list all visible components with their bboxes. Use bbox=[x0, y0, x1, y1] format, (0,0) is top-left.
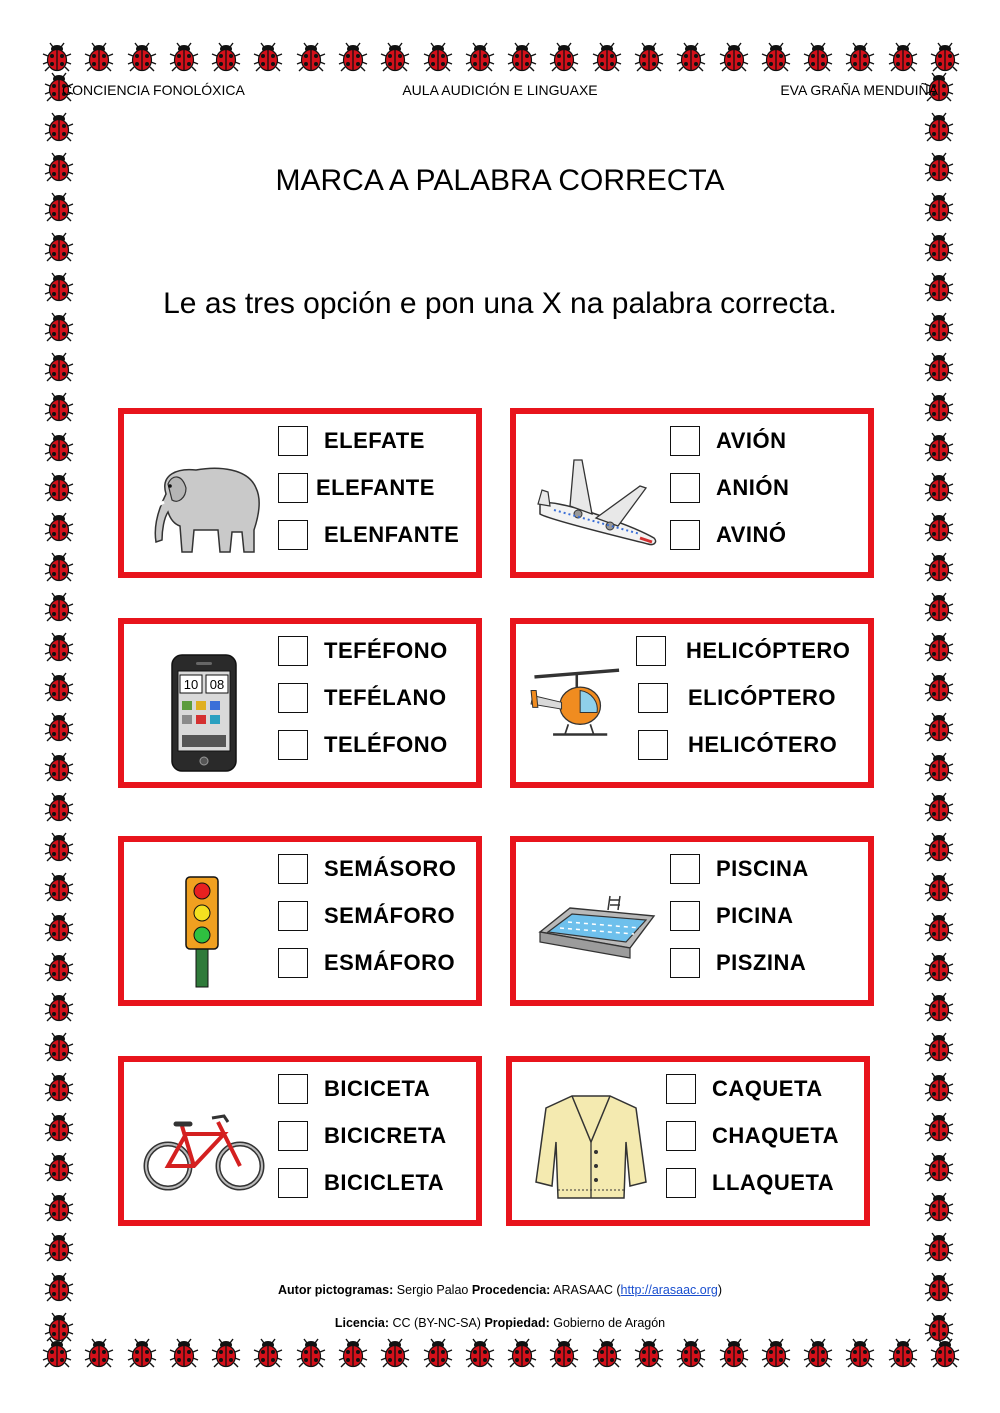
answer-checkbox[interactable] bbox=[670, 473, 700, 503]
ladybug-icon bbox=[42, 1338, 72, 1368]
ladybug-icon bbox=[44, 672, 74, 702]
ladybug-icon bbox=[44, 872, 74, 902]
ladybug-icon bbox=[924, 552, 954, 582]
answer-checkbox[interactable] bbox=[278, 730, 308, 760]
phone-screen-hours: 10 bbox=[183, 677, 199, 692]
ladybug-icon bbox=[380, 1338, 410, 1368]
ladybug-icon bbox=[924, 752, 954, 782]
ladybug-icon bbox=[888, 1338, 918, 1368]
ladybug-icon bbox=[44, 792, 74, 822]
ladybug-icon bbox=[44, 432, 74, 462]
option-word: SEMÁSORO bbox=[324, 856, 457, 881]
license-label: Licencia: bbox=[334, 1316, 390, 1330]
ladybug-icon bbox=[296, 42, 326, 72]
ladybug-icon bbox=[169, 42, 199, 72]
ladybug-icon bbox=[930, 42, 960, 72]
option-row bbox=[670, 518, 787, 552]
option-word: CHAQUETA bbox=[712, 1123, 840, 1148]
ladybug-icon bbox=[924, 1232, 954, 1262]
ladybug-icon bbox=[676, 42, 706, 72]
option-row bbox=[278, 518, 459, 552]
helicopter-icon bbox=[526, 644, 636, 764]
answer-checkbox[interactable] bbox=[278, 901, 308, 931]
ladybug-icon bbox=[84, 1338, 114, 1368]
option-word: PISCINA bbox=[716, 856, 809, 881]
ladybug-icon bbox=[127, 1338, 157, 1368]
ladybug-icon bbox=[44, 912, 74, 942]
ladybug-icon bbox=[924, 632, 954, 662]
option-word: BICICETA bbox=[324, 1076, 431, 1101]
option-word: PISZINA bbox=[716, 950, 807, 975]
ladybug-icon bbox=[803, 1338, 833, 1368]
ladybug-icon bbox=[924, 112, 954, 142]
option-row bbox=[278, 899, 455, 933]
ladybug-icon bbox=[211, 42, 241, 72]
answer-checkbox[interactable] bbox=[670, 901, 700, 931]
ladybug-icon bbox=[44, 952, 74, 982]
page-title: MARCA A PALABRA CORRECTA bbox=[275, 164, 725, 197]
ladybug-icon bbox=[44, 472, 74, 502]
ladybug-icon bbox=[924, 832, 954, 862]
answer-checkbox[interactable] bbox=[278, 636, 308, 666]
ladybug-icon bbox=[44, 512, 74, 542]
option-row bbox=[278, 852, 456, 886]
ladybug-icon bbox=[924, 1032, 954, 1062]
card-elephant bbox=[118, 408, 482, 578]
license-value: CC (BY-NC-SA) bbox=[392, 1316, 481, 1330]
ladybug-icon bbox=[761, 42, 791, 72]
ladybug-icon bbox=[44, 1072, 74, 1102]
answer-checkbox[interactable] bbox=[278, 948, 308, 978]
source-label: Procedencia: bbox=[471, 1283, 551, 1297]
bicycle-icon bbox=[138, 1082, 268, 1202]
header-author: EVA GRAÑA MENDUIÑA bbox=[780, 82, 938, 98]
option-row bbox=[278, 634, 448, 668]
answer-checkbox[interactable] bbox=[638, 683, 668, 713]
ladybug-icon bbox=[549, 1338, 579, 1368]
option-word: HELICÓTERO bbox=[688, 732, 838, 757]
option-word: BICICRETA bbox=[324, 1123, 447, 1148]
answer-checkbox[interactable] bbox=[278, 473, 308, 503]
ladybug-icon bbox=[924, 232, 954, 262]
ladybug-icon bbox=[924, 352, 954, 382]
ladybug-icon bbox=[338, 42, 368, 72]
ladybug-icon bbox=[253, 42, 283, 72]
ladybug-icon bbox=[676, 1338, 706, 1368]
ladybug-icon bbox=[719, 42, 749, 72]
ladybug-icon bbox=[803, 42, 833, 72]
answer-checkbox[interactable] bbox=[278, 854, 308, 884]
ladybug-icon bbox=[465, 42, 495, 72]
owner-value: Gobierno de Aragón bbox=[553, 1316, 666, 1330]
ladybug-icon bbox=[169, 1338, 199, 1368]
ladybug-icon bbox=[211, 1338, 241, 1368]
instruction-text: Le as tres opción e pon una X na palabra correcta. bbox=[163, 287, 837, 320]
swimming-pool-icon bbox=[530, 862, 660, 982]
ladybug-icon bbox=[42, 42, 72, 72]
card-helicopter bbox=[510, 618, 874, 788]
ladybug-icon bbox=[924, 592, 954, 622]
ladybug-icon bbox=[423, 1338, 453, 1368]
option-word: ELENFANTE bbox=[324, 522, 460, 547]
ladybug-icon bbox=[761, 1338, 791, 1368]
ladybug-icon bbox=[549, 42, 579, 72]
source-close: ) bbox=[717, 1283, 722, 1297]
option-word: PICINA bbox=[716, 903, 794, 928]
ladybug-icon bbox=[423, 42, 453, 72]
ladybug-icon bbox=[930, 1338, 960, 1368]
ladybug-icon bbox=[924, 952, 954, 982]
credits-author-line bbox=[0, 1283, 1000, 1297]
author-label: Autor pictogramas: bbox=[278, 1283, 394, 1297]
card-traffic-light bbox=[118, 836, 482, 1006]
ladybug-icon bbox=[924, 1152, 954, 1182]
ladybug-icon bbox=[44, 112, 74, 142]
source-name: ARASAAC ( bbox=[553, 1283, 621, 1297]
header-classroom: AULA AUDICIÓN E LINGUAXE bbox=[402, 82, 598, 98]
option-row bbox=[278, 471, 435, 505]
ladybug-icon bbox=[44, 1232, 74, 1262]
option-word: SEMÁFORO bbox=[324, 903, 456, 928]
ladybug-icon bbox=[845, 1338, 875, 1368]
answer-checkbox[interactable] bbox=[670, 948, 700, 978]
ladybug-border-top bbox=[42, 42, 960, 76]
ladybug-icon bbox=[924, 432, 954, 462]
ladybug-icon bbox=[465, 1338, 495, 1368]
ladybug-icon bbox=[924, 712, 954, 742]
ladybug-icon bbox=[44, 552, 74, 582]
answer-checkbox[interactable] bbox=[278, 1121, 308, 1151]
card-bicycle bbox=[118, 1056, 482, 1226]
ladybug-icon bbox=[44, 1032, 74, 1062]
ladybug-icon bbox=[507, 42, 537, 72]
phone-icon bbox=[138, 644, 268, 774]
option-row bbox=[278, 1166, 444, 1200]
option-word: ANIÓN bbox=[716, 475, 790, 500]
ladybug-icon bbox=[44, 752, 74, 782]
option-row bbox=[638, 728, 837, 762]
option-row bbox=[636, 634, 850, 668]
ladybug-icon bbox=[845, 42, 875, 72]
option-row bbox=[666, 1119, 839, 1153]
traffic-light-icon bbox=[138, 862, 268, 992]
ladybug-icon bbox=[44, 592, 74, 622]
ladybug-icon bbox=[44, 712, 74, 742]
option-word: HELICÓPTERO bbox=[686, 638, 851, 663]
ladybug-icon bbox=[924, 1072, 954, 1102]
ladybug-icon bbox=[44, 992, 74, 1022]
option-word: BICICLETA bbox=[324, 1170, 445, 1195]
answer-checkbox[interactable] bbox=[666, 1121, 696, 1151]
option-row bbox=[278, 1072, 430, 1106]
answer-checkbox[interactable] bbox=[636, 636, 666, 666]
option-word: TELÉFONO bbox=[324, 732, 448, 757]
owner-label: Propiedad: bbox=[484, 1316, 550, 1330]
ladybug-icon bbox=[44, 832, 74, 862]
ladybug-icon bbox=[338, 1338, 368, 1368]
option-row bbox=[666, 1166, 834, 1200]
ladybug-icon bbox=[84, 42, 114, 72]
option-row bbox=[666, 1072, 823, 1106]
card-telephone bbox=[118, 618, 482, 788]
option-word: CAQUETA bbox=[712, 1076, 823, 1101]
ladybug-icon bbox=[634, 1338, 664, 1368]
ladybug-icon bbox=[507, 1338, 537, 1368]
option-word: ELEFATE bbox=[324, 428, 425, 453]
ladybug-border-right bbox=[924, 72, 958, 1342]
ladybug-icon bbox=[44, 232, 74, 262]
option-word: TEFÉLANO bbox=[324, 685, 447, 710]
answer-checkbox[interactable] bbox=[638, 730, 668, 760]
option-row bbox=[670, 424, 787, 458]
option-row bbox=[278, 728, 448, 762]
ladybug-icon bbox=[924, 912, 954, 942]
ladybug-icon bbox=[253, 1338, 283, 1368]
ladybug-icon bbox=[924, 392, 954, 422]
ladybug-icon bbox=[924, 672, 954, 702]
ladybug-icon bbox=[44, 1152, 74, 1182]
elephant-icon bbox=[138, 434, 268, 554]
ladybug-icon bbox=[719, 1338, 749, 1368]
arasaac-link[interactable]: http://arasaac.org bbox=[620, 1283, 718, 1297]
airplane-icon bbox=[530, 434, 660, 554]
ladybug-icon bbox=[924, 512, 954, 542]
option-word: ESMÁFORO bbox=[324, 950, 456, 975]
card-jacket bbox=[506, 1056, 870, 1226]
option-word: LLAQUETA bbox=[712, 1170, 835, 1195]
option-row bbox=[670, 899, 794, 933]
ladybug-icon bbox=[592, 42, 622, 72]
option-word: TEFÉFONO bbox=[324, 638, 448, 663]
ladybug-icon bbox=[127, 42, 157, 72]
answer-checkbox[interactable] bbox=[278, 683, 308, 713]
ladybug-icon bbox=[888, 42, 918, 72]
option-row bbox=[670, 471, 789, 505]
ladybug-icon bbox=[44, 1112, 74, 1142]
jacket-icon bbox=[526, 1082, 656, 1202]
answer-checkbox[interactable] bbox=[670, 520, 700, 550]
option-row bbox=[278, 424, 425, 458]
author-name: Sergio Palao bbox=[396, 1283, 469, 1297]
phone-screen-minutes: 08 bbox=[209, 677, 225, 692]
option-row bbox=[278, 946, 455, 980]
ladybug-icon bbox=[592, 1338, 622, 1368]
ladybug-icon bbox=[44, 632, 74, 662]
answer-checkbox[interactable] bbox=[278, 1168, 308, 1198]
credits-license-line bbox=[0, 1316, 1000, 1330]
ladybug-icon bbox=[924, 472, 954, 502]
header-subject: CONCIENCIA FONOLÓXICA bbox=[62, 82, 245, 98]
answer-checkbox[interactable] bbox=[278, 520, 308, 550]
card-swimming-pool bbox=[510, 836, 874, 1006]
ladybug-icon bbox=[924, 1112, 954, 1142]
ladybug-icon bbox=[634, 42, 664, 72]
answer-checkbox[interactable] bbox=[278, 1074, 308, 1104]
answer-checkbox[interactable] bbox=[670, 426, 700, 456]
answer-checkbox[interactable] bbox=[670, 854, 700, 884]
ladybug-icon bbox=[44, 1192, 74, 1222]
option-word: AVINÓ bbox=[716, 522, 787, 547]
ladybug-icon bbox=[44, 352, 74, 382]
option-row bbox=[278, 681, 447, 715]
ladybug-icon bbox=[924, 792, 954, 822]
ladybug-icon bbox=[924, 1192, 954, 1222]
ladybug-icon bbox=[924, 992, 954, 1022]
answer-checkbox[interactable] bbox=[666, 1168, 696, 1198]
option-word: AVIÓN bbox=[716, 428, 787, 453]
ladybug-icon bbox=[296, 1338, 326, 1368]
ladybug-icon bbox=[44, 392, 74, 422]
option-row bbox=[638, 681, 836, 715]
option-word: ELICÓPTERO bbox=[688, 685, 837, 710]
option-row bbox=[278, 1119, 447, 1153]
option-word: ELEFANTE bbox=[316, 475, 435, 500]
option-row bbox=[670, 946, 806, 980]
ladybug-border-left bbox=[44, 72, 78, 1342]
ladybug-icon bbox=[380, 42, 410, 72]
answer-checkbox[interactable] bbox=[278, 426, 308, 456]
card-airplane bbox=[510, 408, 874, 578]
ladybug-border-bottom bbox=[42, 1338, 960, 1372]
option-row bbox=[670, 852, 809, 886]
ladybug-icon bbox=[924, 872, 954, 902]
answer-checkbox[interactable] bbox=[666, 1074, 696, 1104]
